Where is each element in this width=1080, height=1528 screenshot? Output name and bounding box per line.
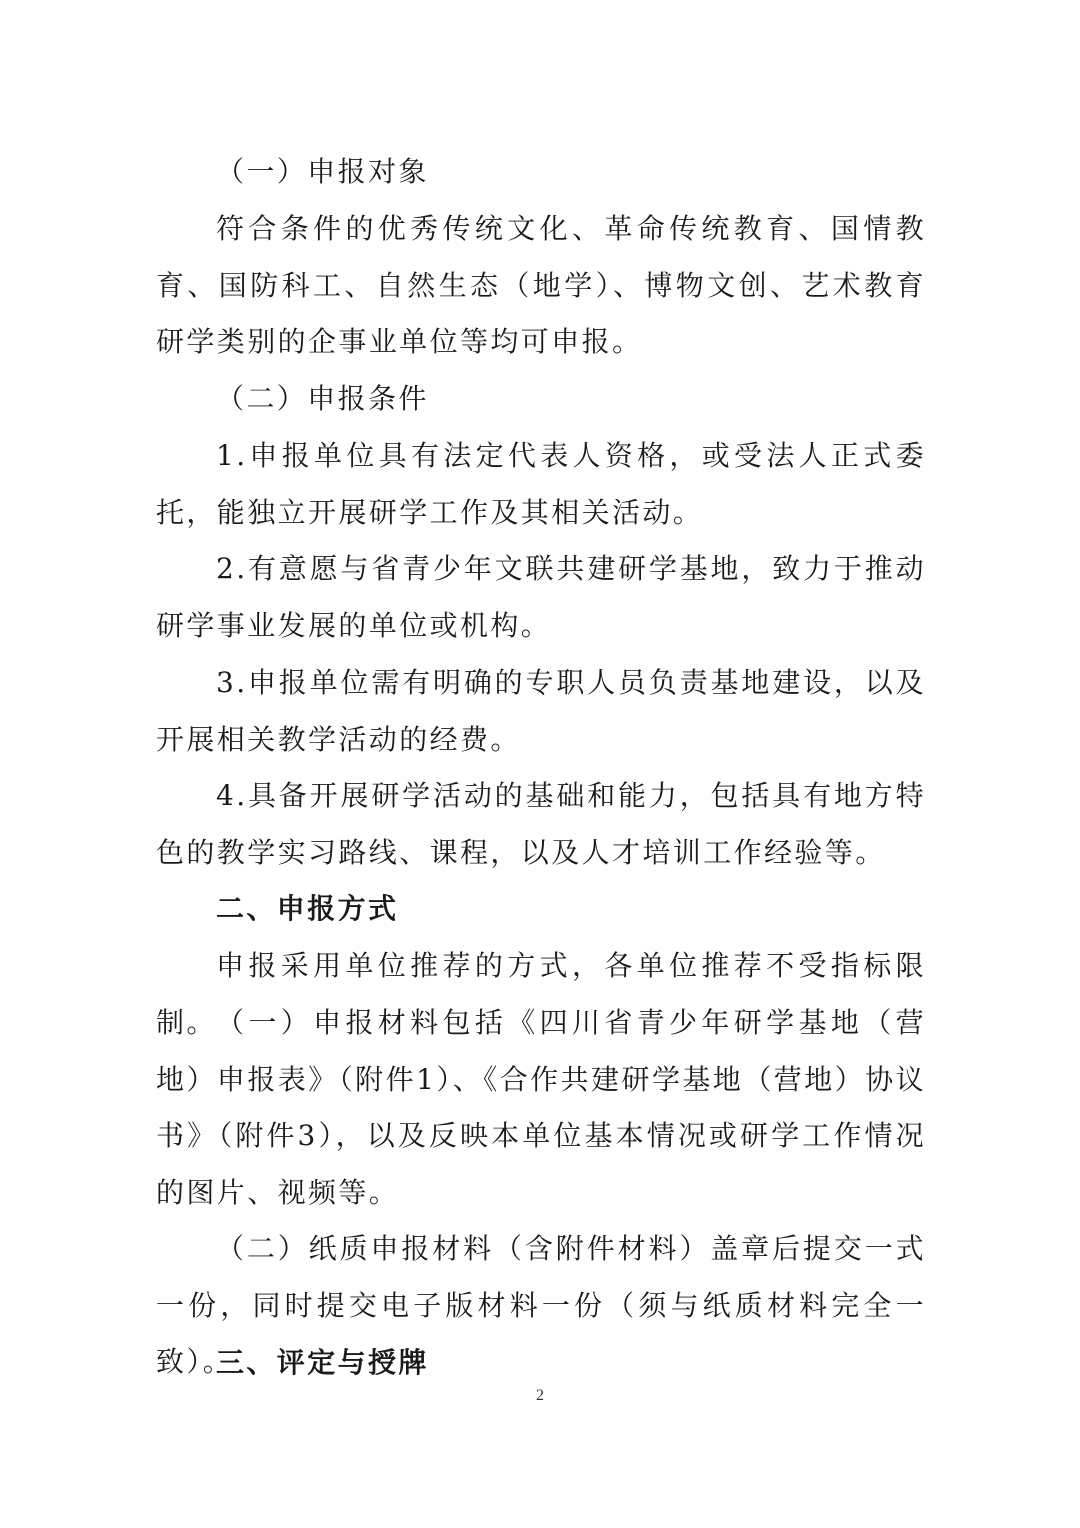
page-number: 2	[536, 1387, 544, 1404]
subheading-application-targets: （一）申报对象	[216, 155, 429, 188]
condition-item-1: 1.申报单位具有法定代表人资格，或受法人正式委托，能独立开展研学工作及其相关活动。	[156, 439, 926, 529]
condition-item-2: 2.有意愿与省青少年文联共建研学基地，致力于推动研学事业发展的单位或机构。	[156, 552, 926, 642]
section-heading-evaluation: 三、评定与授牌	[216, 1346, 429, 1379]
method-item-2: （二）纸质申报材料（含附件材料）盖章后提交一式一份，同时提交电子版材料一份（须与纸质材料完全一致）。	[156, 1232, 926, 1379]
condition-item-4: 4.具备开展研学活动的基础和能力，包括具有地方特色的教学实习路线、课程，以及人才培训工作经验等。	[156, 779, 926, 869]
method-item-1: （一）申报材料包括《四川省青少年研学基地（营地）申报表》（附件1）、《合作共建研学基地（营地）协议书》（附件3），以及反映本单位基本情况或研学工作情况的图片、视频等。	[156, 1006, 926, 1210]
paragraph-application-targets: 符合条件的优秀传统文化、革命传统教育、国情教育、国防科工、自然生态（地学）、博物文创、艺术教育研学类别的企事业单位等均可申报。	[156, 212, 926, 359]
condition-item-3: 3.申报单位需有明确的专职人员负责基地建设，以及开展相关教学活动的经费。	[156, 666, 926, 756]
section-heading-application-method: 二、申报方式	[216, 892, 399, 925]
subheading-application-conditions: （二）申报条件	[216, 382, 429, 415]
paragraph-application-method: 申报采用单位推荐的方式，各单位推荐不受指标限制。	[156, 949, 926, 1039]
